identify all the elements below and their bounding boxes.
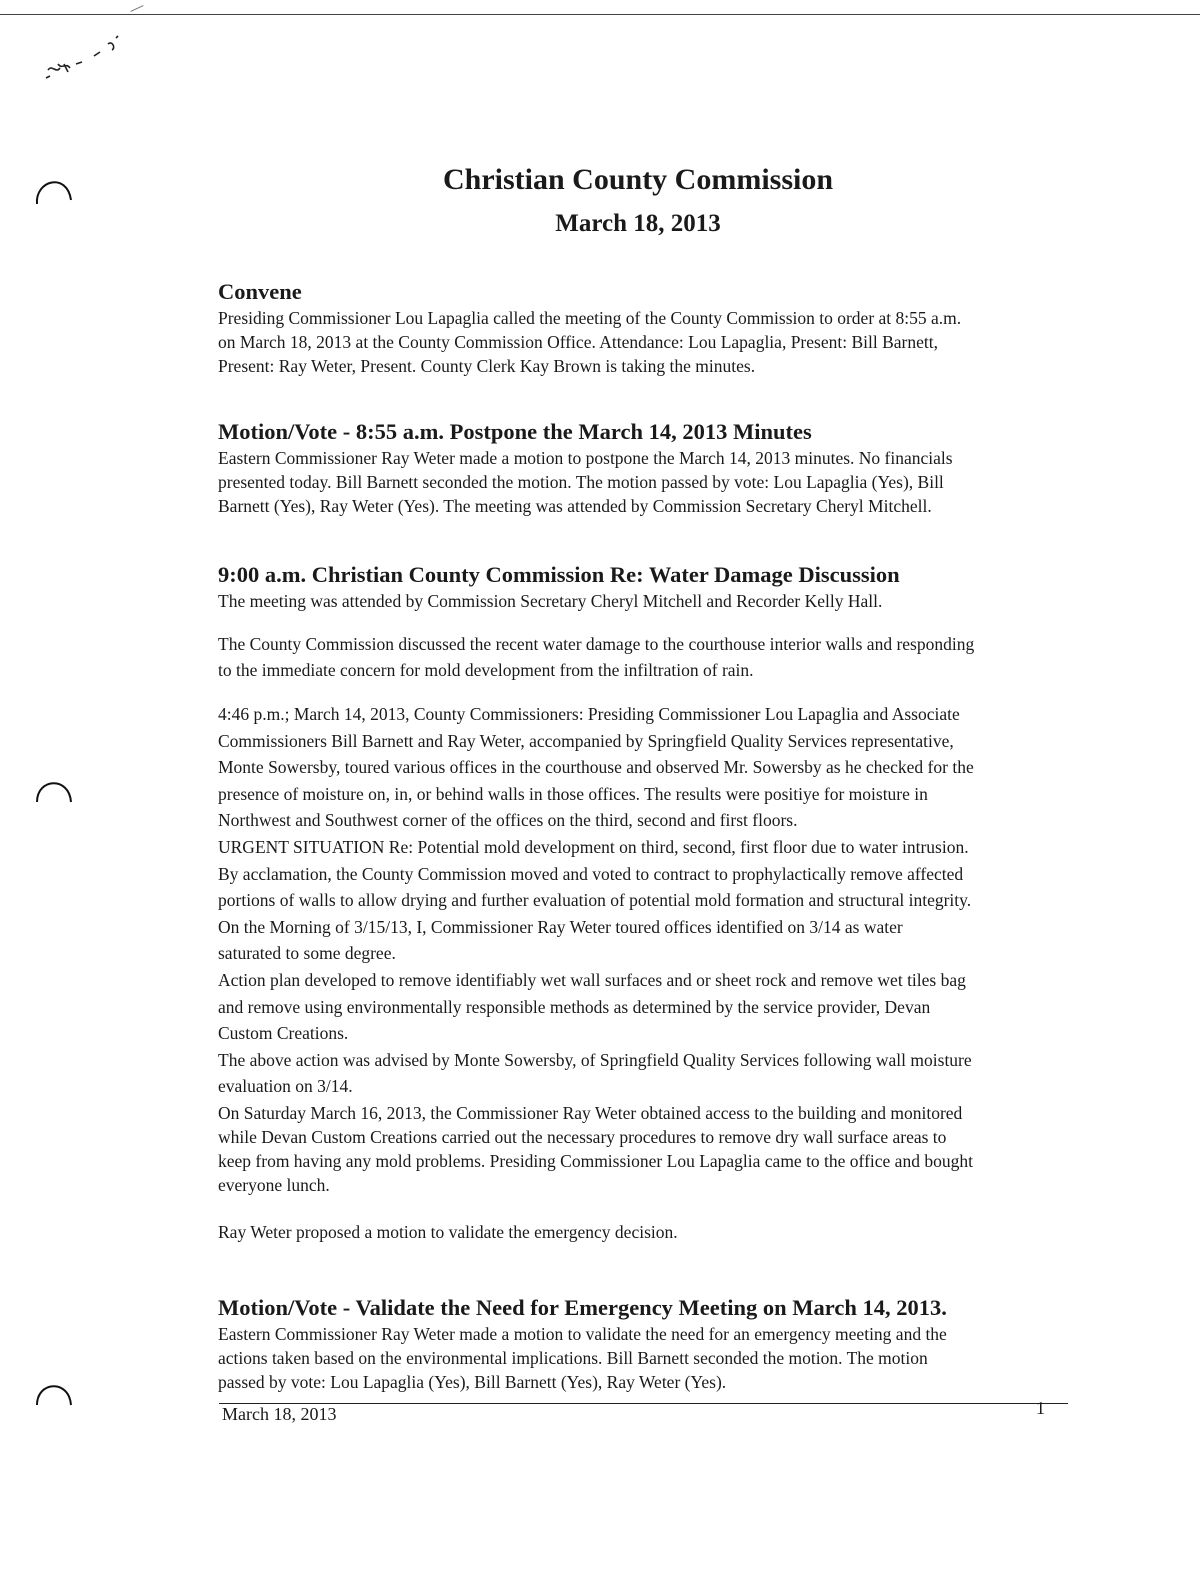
top-scan-rule <box>0 14 1200 15</box>
top-scan-mark <box>130 5 143 12</box>
narrative-line: evaluation on 3/14. <box>218 1076 353 1097</box>
saturday-line: while Devan Custom Creations carried out the necessary procedures to remove dry wall surface areas to <box>218 1127 947 1147</box>
discussion-line: The County Commission discussed the recent water damage to the courthouse interior walls and responding <box>218 634 975 654</box>
footer-date: March 18, 2013 <box>222 1404 337 1424</box>
motion-postpone-line: presented today. Bill Barnett seconded the motion. The motion passed by vote: Lou Lapaglia (Yes), Bill <box>218 472 944 492</box>
narrative-line: By acclamation, the County Commission moved and voted to contract to prophylactically remove affected <box>218 863 964 884</box>
discussion-paragraph <box>218 631 1078 683</box>
punch-hole-mark-middle <box>33 772 73 806</box>
proposal-line: Ray Weter proposed a motion to validate the emergency decision. <box>218 1222 678 1242</box>
page-number: 1 <box>1036 1398 1045 1418</box>
motion-validate-line: actions taken based on the environmental implications. Bill Barnett seconded the motion. The motion <box>218 1348 928 1368</box>
narrative-line: saturated to some degree. <box>218 943 396 964</box>
motion-postpone-line: Eastern Commissioner Ray Weter made a motion to postpone the March 14, 2013 minutes. No financials <box>218 448 953 468</box>
convene-line: on March 18, 2013 at the County Commission Office. Attendance: Lou Lapaglia, Present: Bill Barnett, <box>218 332 938 352</box>
motion-validate-heading: Motion/Vote - Validate the Need for Emergency Meeting on March 14, 2013. <box>218 1295 947 1320</box>
motion-postpone-line: Barnett (Yes), Ray Weter (Yes). The meeting was attended by Commission Secretary Cheryl Mitchell. <box>218 496 932 516</box>
motion-postpone-section <box>218 418 1078 518</box>
narrative-line: portions of walls to allow drying and further evaluation of potential mold formation and structural integrity. <box>218 890 972 911</box>
saturday-line: On Saturday March 16, 2013, the Commissioner Ray Weter obtained access to the building and monitored <box>218 1103 963 1123</box>
narrative-line: Monte Sowersby, toured various offices in the courthouse and observed Mr. Sowersby as he checked for the <box>218 757 974 778</box>
footer-rule <box>219 1403 1068 1404</box>
convene-heading: Convene <box>218 279 302 304</box>
narrative-line: Northwest and Southwest corner of the offices on the third, second and first floors. <box>218 810 798 831</box>
convene-section <box>218 278 1078 378</box>
discussion-line: to the immediate concern for mold development from the infiltration of rain. <box>218 660 754 680</box>
narrative-paragraph <box>218 701 1078 1100</box>
proposal-paragraph <box>218 1220 1078 1244</box>
water-damage-heading: 9:00 a.m. Christian County Commission Re: Water Damage Discussion <box>218 562 900 587</box>
motion-validate-line: Eastern Commissioner Ray Weter made a motion to validate the need for an emergency meeting and the <box>218 1324 947 1344</box>
motion-validate-section <box>218 1294 1078 1394</box>
motion-postpone-heading: Motion/Vote - 8:55 a.m. Postpone the March 14, 2013 Minutes <box>218 419 812 444</box>
narrative-line: and remove using environmentally responsible methods as determined by the service provider, Devan <box>218 996 931 1017</box>
narrative-line: presence of moisture on, in, or behind walls in those offices. The results were positiye for moisture in <box>218 783 928 804</box>
narrative-line: 4:46 p.m.; March 14, 2013, County Commissioners: Presiding Commissioner Lou Lapaglia and Associate <box>218 704 960 724</box>
attendance-line: The meeting was attended by Commission Secretary Cheryl Mitchell and Recorder Kelly Hall. <box>218 591 883 611</box>
punch-hole-mark-bottom <box>33 1375 73 1409</box>
motion-validate-line: passed by vote: Lou Lapaglia (Yes), Bill Barnett (Yes), Ray Weter (Yes). <box>218 1372 727 1392</box>
narrative-line: The above action was advised by Monte Sowersby, of Springfield Quality Services following wall moisture <box>218 1049 972 1070</box>
narrative-line: Action plan developed to remove identifiably wet wall surfaces and or sheet rock and remove wet tiles bag <box>218 969 966 990</box>
narrative-line: Commissioners Bill Barnett and Ray Weter, accompanied by Springfield Quality Services representative, <box>218 730 954 751</box>
narrative-line: URGENT SITUATION Re: Potential mold development on third, second, first floor due to water intrusion. <box>218 836 969 857</box>
saturday-line: keep from having any mold problems. Presiding Commissioner Lou Lapaglia came to the office and bought <box>218 1151 973 1171</box>
convene-line: Present: Ray Weter, Present. County Clerk Kay Brown is taking the minutes. <box>218 356 756 376</box>
saturday-line: everyone lunch. <box>218 1175 330 1195</box>
narrative-line: On the Morning of 3/15/13, I, Commissioner Ray Weter toured offices identified on 3/14 as water <box>218 916 903 937</box>
saturday-paragraph <box>218 1101 1078 1197</box>
water-damage-section <box>218 561 1078 613</box>
handwritten-scribble <box>42 34 132 84</box>
document-title: Christian County Commission <box>442 163 834 196</box>
narrative-line: Custom Creations. <box>218 1023 349 1044</box>
convene-line: Presiding Commissioner Lou Lapaglia called the meeting of the County Commission to order at 8:55 a.m. <box>218 308 962 328</box>
document-date: March 18, 2013 <box>555 210 721 237</box>
